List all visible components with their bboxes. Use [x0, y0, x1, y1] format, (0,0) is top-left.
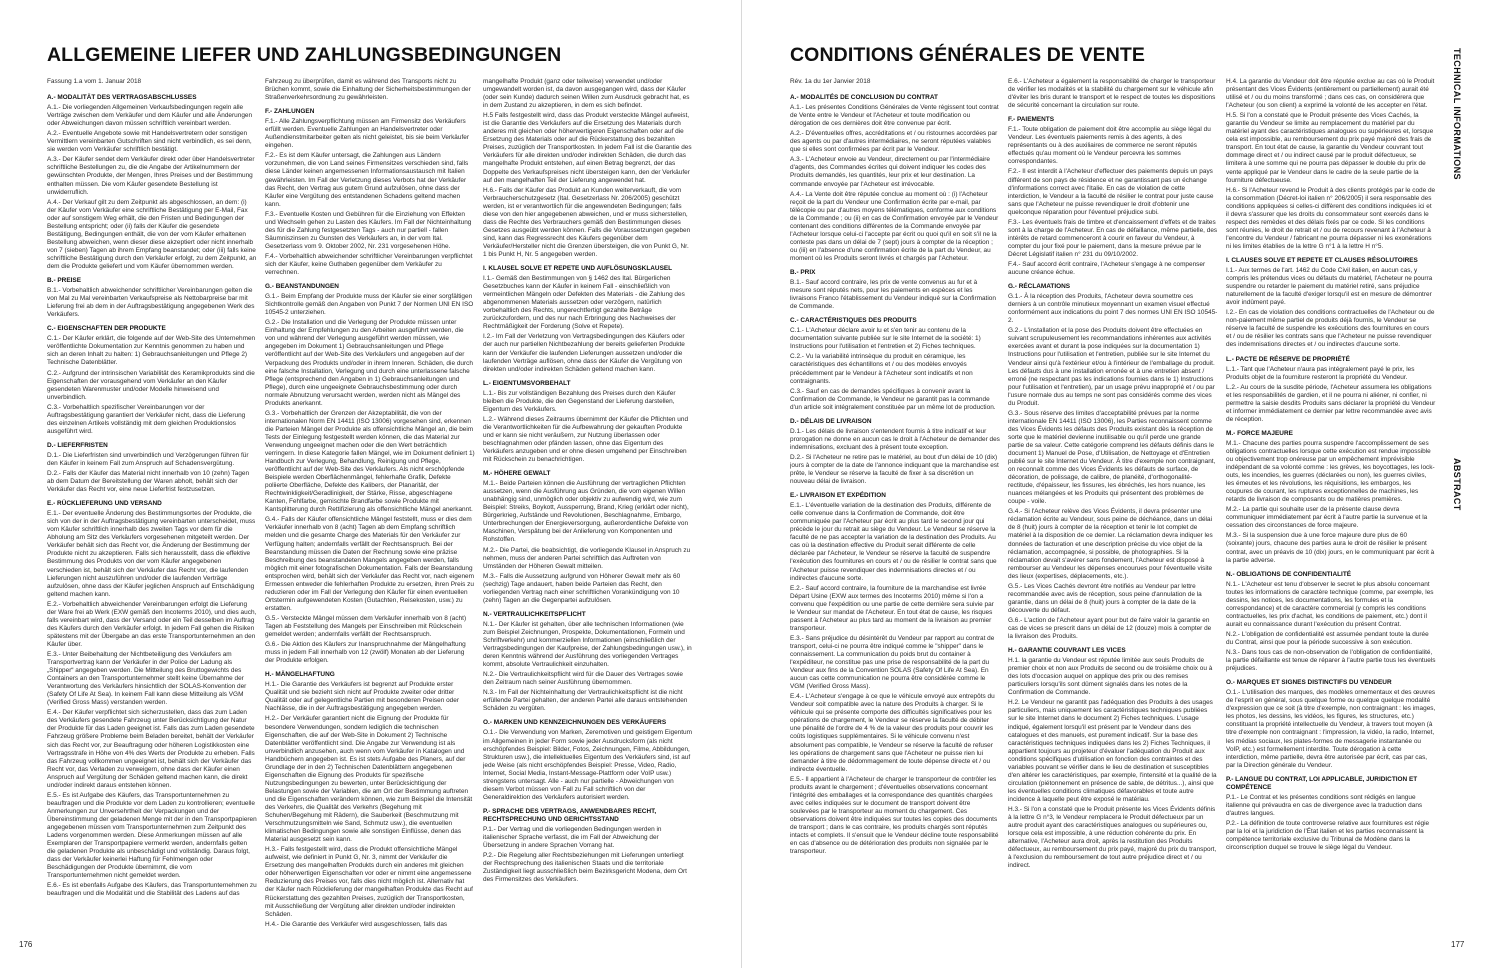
- section-heading: N.- OBLIGATIONS DE CONFIDENTIALITÉ: [1226, 570, 1352, 578]
- paragraph: A.3.- L'Acheteur envoie au Vendeur, directement ou par l'intermédiaire d'agents, des Commandes écrites qui doivent indiquer les codes des Produits demandés, les quantités, leur prix et leur destination. La commande envoyée par l'Acheteur est irrévocable.: [790, 156, 990, 188]
- side-label-abstract: ABSTRACT: [1452, 458, 1462, 511]
- section-heading: M.- HÖHERE GEWALT: [483, 470, 551, 478]
- section-heading: C.- CARACTÉRISTIQUES DES PRODUITS: [790, 317, 917, 325]
- section-heading: D.- LIEFERFRISTEN: [47, 441, 108, 449]
- paragraph: E.4.- L'Acheteur s'engage à ce que le véhicule envoyé aux entrepôts du Vendeur soit compatible avec la nature des Produits à charger. Si le véhicule qui se présente comporte des difficultés significatives pour les opérations de chargement, le Vendeur se réserve la faculté de débiter une pénalité de l'ordre de 4 % de la valeur des produits pour couvrir les coûts logistiques supplémentaires. Si le véhicule convenu n'est absolument pas compatible, le Vendeur se réserve la faculté de refuser les opérations de chargement sans que l'Acheteur ne puisse rien lui demander à titre de dédommagement de toute dépense directe et / ou indirecte éventuelle.: [790, 693, 995, 773]
- paragraph: H.2.- Der Verkäufer garantiert nicht die Eignung der Produkte für besondere Verwendungen, sondern lediglich die technischen Eigenschaften, die auf der Web-Site in Dokument 2) Technische Datenblätter veröffentlicht sind. Die Angabe zur Verwendung ist als unverbindlich anzusehen, auch wenn vom Verkäufer in Katalogen und Handbüchern angegeben ist. Es ist stets Aufgabe des Planers, auf der Grundlage der in den 2) Technischen Datenblättern angegebenen Eigenschaften die Eignung des Produkts für spezifische Nutzungsbedingungen zu bewerten, unter Berücksichtigung der Belastungen sowie der Variablen, die am Ort der Bestimmung auftreten und die Eigenschaften verändern können, wie zum Beispiel die Intensität des Verkehrs, die Qualität des Verkehrs (Begehung mit Schuhen/Begehung mit Rädern), die Sauberkeit (Beschmutzung mit Verschmutzungsmitteln wie Sand, Schmutz usw.), die eventuellen klimatischen Bedingungen sowie alle sonstigen Einflüsse, denen das Material ausgesetzt sein kann.: [265, 715, 473, 844]
- paragraph: M.1.- Beide Parteien können die Ausführung der vertraglichen Pflichten aussetzen, wenn die Ausführung aus Gründen, die vom eigenen Willen unabhängig sind, unmöglich oder objektiv zu aufwendig wird, wie zum Beispiel: Streiks, Boykott, Aussperrung, Brand, Krieg (erklärt oder nicht), Bürgerkrieg, Aufstände und Revolutionen, Beschlagnahme, Embargo, Unterbrechungen der Energieversorgung, außerordentliche Defekte von Maschinen, Verspätung bei der Anlieferung von Komponenten und Rohstoffen.: [483, 480, 689, 544]
- section-heading: D.- DÉLAIS DE LIVRAISON: [790, 417, 872, 425]
- paragraph: G.1.- Beim Empfang der Produkte muss der Käufer sie einer sorgfältigen Sichtkontrolle gemäß den Angaben von Punkt 7 der Normen UNI EN ISO 10545-2 unterziehen.: [265, 293, 474, 317]
- paragraph: L.2.- Au cours de la susdite période, l'Acheteur assumera les obligations et les responsabilités de gardien, et il ne pourra ni aliéner, ni confier, ni permettre la saisie desdits Produits sans déclarer la propriété du Vendeur et informer immédiatement ce dernier par lettre recommandée avec avis de réception.: [1226, 383, 1436, 423]
- paragraph: M.2.- Die Partei, die beabsichtigt, die vorliegende Klausel in Anspruch zu nehmen, muss der anderen Partei schriftlich das Auftreten von Umständen der Höheren Gewalt mitteilen.: [483, 546, 691, 570]
- paragraph: G.3.- Sous réserve des limites d'acceptabilité prévues par la norme internationale EN 14411 (ISO 13006), les Parties reconnaissent comme des Vices Évidents les défauts des Produits existant dès la réception de sorte que le matériel devienne inutilisable ou qu'il perde une grande partie de sa valeur. Cette catégorie comprend les défauts définis dans le document 1) Manuel de Pose, d'Utilisation, de Nettoyage et d'Entretien publié sur le site Internet du Vendeur. À titre d'exemple non contraignant, on reconnaît comme des Vices Évidents les défauts de surface, de décoration, de polissage, de calibre, de planéité, d'orthogonalité-rectitude, d'épaisseur, les fissures, les ébréchés, les hors nuance, les nuances mélangées et les Produits qui présentent des problèmes de coupe - voile.: [1008, 409, 1216, 506]
- paragraph: F.2.- Es ist dem Käufer untersagt, die Zahlungen aus Ländern vorzunehmen, die von Land seines Firmensitzes verschieden sind, falls diese Länder keinen angemessenen Informationsaustausch mit Italien gewährleisten. Im Fall der Verletzung dieses Verbots hat der Verkäufer das Recht, den Vertrag aus gutem Grund aufzulösen, ohne dass der Käufer eine Vergütung des entstandenen Schadens geltend machen kann.: [265, 152, 469, 208]
- paragraph: E.3.- Sans préjudice du désintérêt du Vendeur par rapport au contrat de transport, celui-ci ne pourra être indiqué comme le "shipper" dans le connaissement. La communication du poids brut du container à l'expéditeur, ne constitue pas une prise de responsabilité de la part du Vendeur aux fins de la Convention SOLAS (Safety Of Life At Sea). En aucun cas cette communication ne pourra être considérée comme le VGM (Verified Gross Mass).: [790, 634, 995, 691]
- section-heading: B.- PRIX: [790, 268, 816, 276]
- section-heading: P.- SPRACHE DES VERTRAGS, ANWENDBARES RECHT, RECHTSPRECHUNG UND GERICHTSSTAND: [483, 807, 657, 823]
- section-heading: H.- GARANTIE COUVRANT LES VICES: [1008, 647, 1126, 655]
- text-column-de-3: [483, 78, 693, 928]
- paragraph: I.2.- En cas de violation des conditions contractuelles de l'Acheteur ou de non-paiement même partiel de produits déjà fournis, le Vendeur se réserve la faculté de suspendre les exécutions des fournitures en cours et / ou de résilier les contrats sans que l'Acheteur ne puisse revendiquer des indemnisations directes et / ou indirectes d'aucune sorte.: [1226, 309, 1435, 349]
- section-heading: O.- MARKEN UND KENNZEICHNUNGEN DES VERKÄUFERS: [483, 719, 667, 727]
- page-title-de: ALLGEMEINE LIEFER UND ZAHLUNGSBEDINGUNGEN: [47, 44, 562, 66]
- paragraph: L.2.- Während dieses Zeitraums übernimmt der Käufer die Pflichten und die Verantwortlichkeiten für die Aufbewahrung der gekauften Produkte und er kann sie nicht veräußern, zur Nutzung überlassen oder beschlagnahmen oder pfänden lassen, ohne das Eigentum des Verkäufers anzugeben und er ohne diesen umgehend per Einschreiben mit Rückschein zu benachrichtigen.: [483, 415, 689, 464]
- paragraph: E.5.- Il appartient à l'Acheteur de charger le transporteur de contrôler les produits avant le chargement ; d'éventuelles observations concernant l'intégrité des emballages et la correspondance des quantités chargées avec celles indiquées sur le document de transport doivent être soulevées par le transporteur au moment du chargement. Ces observations doivent être indiquées sur toutes les copies des documents de transport ; dans le cas contraire, les produits chargés sont réputés intacts et complets. Il s'ensuit que le Vendeur décline toute responsabilité en cas d'absence ou de détérioration des produits non signalée par le transporteur.: [790, 775, 999, 856]
- section-heading: B.- PREISE: [47, 277, 81, 285]
- paragraph: H.2. Le Vendeur ne garantit pas l'adéquation des Produits à des usages particuliers, mais uniquement les caractéristiques techniques publiées sur le site Internet dans le document 2) Fiches techniques. L'usage indiqué, également lorsqu'il est présent par le Vendeur dans des catalogues et des manuels, est purement indicatif. Sur la base des caractéristiques techniques indiquées dans les 2) Fiches Techniques, il appartient toujours au projeteur d'évaluer l'adéquation du Produit aux conditions spécifiques d'utilisation en fonction des contraintes et des variables pouvant se vérifier dans le lieu de destination et susceptibles d'en altérer les caractéristiques, par exemple, l'intensité et la qualité de la circulation (piétonnement en présence de sable, de détritus...), ainsi que les éventuelles conditions climatiques défavorables et toute autre incidence à laquelle peut être exposé le matériau.: [1008, 699, 1217, 803]
- section-heading: L.- EIGENTUMSVORBEHALT: [483, 379, 571, 387]
- paragraph: E.1.- L'éventuelle variation de la destination des Produits, différente de celle convenue dans la Confirmation de Commande, doit être communiquée par l'Acheteur par écrit au plus tard le second jour qui précède le jour du retrait au siège du Vendeur. Le Vendeur se réserve la faculté de ne pas accepter la variation de la destination des Produits. Au cas où la destination effective du Produit serait différente de celle déclarée par l'Acheteur, le Vendeur se réserve la faculté de suspendre l'exécution des fournitures en cours et / ou de résilier le contrat sans que l'Acheteur puisse revendiquer des indemnisations directes et / ou indirectes d'aucune sorte.: [790, 502, 997, 582]
- page-title-fr: CONDITIONS GÉNÉRALES DE VENTE: [790, 44, 1146, 66]
- section-heading: P.- LANGUE DU CONTRAT, LOI APPLICABLE, JURIDICTION ET COMPÉTENCE: [1226, 775, 1418, 791]
- section-heading: F.- ZAHLUNGEN: [265, 108, 315, 116]
- text-column-de-2: [265, 78, 475, 928]
- paragraph: N.1.- Der Käufer ist gehalten, über alle technischen Informationen (wie zum Beispiel Zeichnungen, Prospekte, Dokumentationen, Formeln und Schriftverkehr) und kommerziellen Informationen (einschließlich der Vertragsbedingungen der Kaufpreise, der Zahlungsbedingungen usw.), in deren Kenntnis während der Ausführung des vorliegenden Vertrages kommt, absolute Vertraulichkeit einzuhalten.: [483, 620, 692, 669]
- paragraph: B.1.- Vorbehaltlich abweichender schriftlicher Vereinbarungen gelten die von Mal zu Mal vereinbarten Verkaufspreise als Nettobarpreise bar mit Lieferung frei ab dem in der Auftragsbestätigung angegebenen Werk des Verkäufers.: [47, 287, 255, 319]
- paragraph: F.4.- Sauf accord écrit contraire, l'Acheteur s'engage à ne compenser aucune créance échue.: [1008, 260, 1206, 277]
- paragraph: F.1.- Alle Zahlungsverpflichtung müssen am Firmensitz des Verkäufers erfüllt werden. Eventuelle Zahlungen an Handelsvertreter oder Außendienstmitarbeiter gelten als nicht geleistet, bis sie beim Verkäufer eingehen.: [265, 118, 469, 150]
- paragraph: P.2.- La définition de toute controverse relative aux fournitures est régie par la loi et la juridiction de l'État italien et les parties reconnaissent la compétence territoriale exclusive du Tribunal de Modène dans la circonscription duquel se trouve le siège légal du Vendeur.: [1226, 819, 1430, 852]
- paragraph: O.1.- L'utilisation des marques, des modèles ornementaux et des œuvres de l'esprit en général, sous quelque forme ou quelque quelque modalité d'expression que ce soit (à titre d'exemple, non contraignant : les images, les photos, les dessins, les vidéos, les figures, les structures, etc.) constituant la propriété intellectuelle du Vendeur, à travers tout moyen (à titre d'exemple non contraignant : l'impression, la vidéo, la radio, Internet, les médias sociaux, les plates-formes de messagerie instantanée ou VoIP, etc.) est formellement interdite. Toute dérogation à cette interdiction, même partielle, devra être autorisée par écrit, cas par cas, par la Direction générale du Vendeur.: [1226, 689, 1436, 769]
- paragraph: D.2.- Si l'Acheteur ne retire pas le matériel, au bout d'un délai de 10 (dix) jours à compter de la date de l'annonce indiquant que la marchandise est prête, le Vendeur se réserve la faculté de fixer à sa discrétion un nouveau délai de livraison.: [790, 453, 999, 486]
- paragraph: A.4.- La Vente doit être réputée conclue au moment où : (i) l'Acheteur reçoit de la part du Vendeur une Confirmation écrite par e-mail, par télécopie ou par d'autres moyens télématiques, conforme aux conditions de la Commande ; ou (ii) en cas de Confirmation envoyée par le Vendeur contenant des conditions différentes de la Commande envoyée par l'Acheteur lorsque celui-ci l'accepte par écrit ou quoi qu'il en soit s'il ne la conteste pas dans un délai de 7 (sept) jours à compter de la réception ; ou (iii) en l'absence d'une confirmation écrite de la part du Vendeur, au moment où les Produits seront livrés et chargés par l'Acheteur.: [790, 190, 999, 262]
- paragraph: L.1.- Tant que l'Acheteur n'aura pas intégralement payé le prix, les Produits objet de la fourniture resteront la propriété du Vendeur.: [1226, 365, 1415, 381]
- paragraph: M.1.- Chacune des parties pourra suspendre l'accomplissement de ses obligations contractuelles lorsque cette exécution est rendue impossible ou objectivement trop onéreuse par un empêchement imprévisible indépendant de sa volonté comme : les grèves, les boycottages, les lock-outs, les incendies, les guerres (déclarées ou non), les guerres civiles, les émeutes et les révolutions, les réquisitions, les embargos, les coupures de courant, les ruptures exceptionnelles de machines, les retards de livraison de composants ou de matières premières.: [1226, 439, 1435, 504]
- paragraph: A.3.- Der Käufer sendet dem Verkäufer direkt oder über Handelsvertreter schriftliche Bestellungen zu, die die Angabe der Artikelnummern der gewünschten Produkte, der Mengen, Ihres Preises und der Bestimmung enthalten müssen. Die vom Käufer gesendete Bestellung ist unwiderruflich.: [47, 156, 255, 196]
- paragraph: D.2.- Falls der Käufer das Material nicht innerhalb von 10 (zehn) Tagen ab dem Datum der Bereitstellung der Waren abholt, behält sich der Verkäufer das Recht vor, eine neue Lieferfrist festzusetzen.: [47, 470, 250, 494]
- paragraph: E.1.- Der eventuelle Änderung des Bestimmungsortes der Produkte, die sich von der in der Auftragsbestätigung vereinbarten unterscheidet, muss vom Käufer schriftlich innerhalb des zweiten Tags vor dem für die Abholung am Sitz des Verkäufers vorgesehenen mitgeteilt werden. Der Verkäufer behält sich das Recht vor, die Änderung der Bestimmung der Produkte nicht zu akzeptieren. Falls sich herausstellt, dass die effektive Bestimmung des Produkts von der vom Käufer angegebenen verschieden ist, behält sich der Verkäufer das Recht vor, die laufenden Lieferungen nicht auszuführen und/oder die laufenden Verträge aufzulösen, ohne dass der Käufer jeglichen Anspruch auf Entschädigung geltend machen kann.: [47, 510, 256, 598]
- paragraph: A.4.- Der Verkauf gilt zu dem Zeitpunkt als abgeschlossen, an dem: (i) der Käufer vom Verkäufer eine schriftliche Bestätigung per E-Mail, Fax oder auf sonstigem Weg erhält, die den Fristen und Bedingungen der Bestellung entspricht; oder (ii) falls der Käufer die gesendete Bestätigung, Bedingungen enthält, die von der vom Käufer erhaltenen Bestellung abweichen, wenn dieser diese akzeptiert oder nicht innerhalb von 7 (sieben) Tagen ab ihrem Empfang beanstandet; oder (iii) falls keine schriftliche Bestätigung durch den Verkäufer erfolgt, zu dem Zeitpunkt, an dem die Produkte geliefert und vom Käufer übernommen werden.: [47, 198, 257, 270]
- paragraph: P.1.- Der Vertrag und die vorliegenden Bedingungen werden in italienischer Sprache verfasst, die im Fall der Abweichung der Übersetzung in andere Sprachen Vorrang hat.: [483, 825, 662, 850]
- paragraph: E.6.- Es ist ebenfalls Aufgabe des Käufers, das Transportunternehmen zu beauftragen und die Modalität und die Stabilität des Ladens auf das: [47, 882, 257, 898]
- paragraph: I.1.- Aux termes de l'art. 1462 du Code Civil italien, en aucun cas, y compris les prétendus vices ou défauts du matériel, l'Acheteur ne pourra suspendre ou retarder le paiement du matériel retiré, sans préjudice naturellement de la faculté d'exiger lorsqu'il est en mesure de démontrer avoir indûment payé.: [1226, 267, 1433, 307]
- section-heading: A.- MODALITÉS DE CONCLUSION DU CONTRAT: [790, 94, 938, 102]
- paragraph: H.3.- Falls festgestellt wird, dass die Produkt offensichtliche Mängel aufweist, wie definiert in Punkt G, Nr. 3, nimmt der Verkäufer die Ersetzung des mangelhaften Produkts durch ein anderes mit gleichen oder höherwertigen Eigenschaften vor oder er nimmt eine angemessene Reduzierung des Preises vor, falls dies nicht möglich ist. Alternativ hat der Käufer nach Rücklieferung der mangelhaften Produkte das Recht auf Rückerstattung des gezahlten Preises, zuzüglich der Transportkosten, mit Ausschließung der Vergütung aller direkten und/oder indirekten Schäden.: [265, 846, 473, 918]
- paragraph: H.6.- Falls der Käufer das Produkt an Kunden weiterverkauft, die vom Verbraucherschutzgesetz (Ital. Gesetzerlass Nr. 206/2005) geschützt werden, ist er verantwortlich für die angewendeten Bedingungen; falls diese von den hier angegebenen abweichen, und er muss sicherstellen, dass die Rechte des Verbrauchers gemäß den Bestimmungen dieses Gesetzes ausgeübt werden können. Falls die Voraussetzungen gegeben sind, kann das Regressrecht des Käufers gegenüber dem Verkäufer/Hersteller nicht die Grenzen übersteigen, die von Punkt G, Nr. 1 bis Punkt H, Nr. 5 angegeben werden.: [483, 186, 691, 258]
- section-heading: L.- PACTE DE RÉSERVE DE PROPRIÉTÉ: [1226, 355, 1350, 363]
- paragraph: E.2.- Vorbehaltlich abweichender Vereinbarungen erfolgt die Lieferung der Ware frei ab Werk (EXW gemäß den Incoterms 2010), und dies auch, falls vereinbart wird, dass der Versand oder ein Teil desselben im Auftrag des Käufers durch den Verkäufer erfolgt. In jedem Fall gehen die Risiken spätestens mit der Übergabe an das erste Transportunternehmen an den Käufer über.: [47, 600, 257, 648]
- paragraph: D.1.- Die Lieferfristen sind unverbindlich und Verzögerungen führen für den Käufer in keinem Fall zum Anspruch auf Schadensvergütung.: [47, 451, 249, 467]
- section-heading: G.- BEANSTANDUNGEN: [265, 283, 339, 291]
- paragraph: Fassung 1.a vom 1. Januar 2018: [47, 78, 142, 85]
- paragraph: E.5.- Es ist Aufgabe des Käufers, das Transportunternehmen zu beauftragen und die Produkte vor dem Laden zu kontrollieren; eventuelle Anmerkungen zur Unversehrtheit der Verpackungen und der Übereinstimmung der geladenen Menge mit der in den Transportpapieren angegebenen müssen vom Transportunternehmen zum Zeitpunkt des Ladens vorgenommen werden. Diese Anmerkungen müssen auf alle Exemplaren der Transportpapiere vermerkt werden, andernfalls gelten die geladenen Produkte als unbeschädigt und vollständig. Daraus folgt, dass der Verkäufer keinerlei Haftung für Fehlmengen oder Beschädigungen der Produkte übernimmt, die vom Transportunternehmen nicht gemeldet werden.: [47, 791, 257, 880]
- paragraph: E.2.- Sauf accord contraire, la fourniture de la marchandise est livrée Départ Usine (EXW aux termes des Incoterms 2010) même si l'on a convenu que l'expédition ou une partie de cette dernière sera suivie par le Vendeur sur mandat de l'Acheteur. En tout état de cause, les risques passent à l'Acheteur au plus tard au moment de la livraison au premier transporteur.: [790, 584, 994, 632]
- paragraph: F.3.- Les éventuels frais de timbre et d'encaissement d'effets et de traites sont à la charge de l'Acheteur. En cas de défaillance, même partielle, des intérêts de retard commenceront à courir en faveur du Vendeur, à compter du jour fixé pour le paiement, dans la mesure prévue par le Décret Législatif italien n° 231 du 09/10/2002.: [1008, 218, 1218, 258]
- paragraph: E.6.- L'Acheteur a également la responsabilité de charger le transporteur de vérifier les modalités et la stabilité du chargement sur le véhicule afin d'éviter les bris durant le transport et le respect de toutes les dispositions de sécurité concernant la circulation sur route.: [1008, 78, 1216, 110]
- paragraph: A.1.- Die vorliegenden Allgemeinen Verkaufsbedingungen regeln alle Verträge zwischen dem Verkäufer und dem Käufer und alle Änderungen oder Abweichungen davon müssen schriftlich vereinbart werden.: [47, 104, 253, 128]
- paragraph: F.4.- Vorbehaltlich abweichender schriftlicher Vereinbarungen verpflichtet sich der Käufer, keine Guthaben gegenüber dem Verkäufer zu verrechnen.: [265, 252, 473, 277]
- paragraph: C.3.- Vorbehaltlich spezifischer Vereinbarungen vor der Auftragsbestätigung garantiert der Verkäufer nicht, dass die Lieferung des einzelnen Artikels vollständig mit dem gleichen Produktionslos ausgeführt wird.: [47, 403, 246, 435]
- paragraph: G.2.- Die Installation und die Verlegung der Produkte müssen unter Einhaltung der Empfehlungen zu den Arbeiten ausgeführt werden, die von und während der Verlegung ausgeführt werden müssen, wie angegeben im Dokument 1) Gebrauchsanleitungen und Pflege veröffentlicht auf der Web-Site des Verkäufers und angegeben auf der Verpackung des Produkts und/oder in ihrem Inneren. Schäden, die durch eine falsche Installation, Verlegung und durch eine unterlassene falsche Pflege (entsprechend den Angaben in 1) Gebrauchsanleitungen und Pflege), durch eine ungeeignete Gebrauchsbestimmung oder durch normale Abnutzung verursacht werden, werden nicht als Mängel des Produkts anerkannt.: [265, 319, 473, 407]
- section-heading: N.- VERTRAULICHKEITSPFLICHT: [483, 610, 586, 618]
- paragraph: C.1.- L'Acheteur déclare avoir lu et s'en tenir au contenu de la documentation suivante publiée sur le site Internet de la société: 1) Instructions pour l'utilisation et l'entretien et 2) Fiches techniques.: [790, 327, 981, 351]
- paragraph: C.3.- Sauf en cas de demandes spécifiques à convenir avant la Confirmation de Commande, le Vendeur ne garantit pas la commande d'un article soit intégralement constituée par un même lot de production.: [790, 387, 996, 411]
- paragraph: E.3.- Unter Beibehaltung der Nichtbeteiligung des Verkäufers am Transportvertrag kann der Verkäufer in der Police der Ladung als „Shipper“ angegeben werden. Die Mitteilung des Bruttogewichts des Containers an den Transportunternehmer stellt keine Übernahme der Verantwortung des Verkäufers hinsichtlich der SOLAS-Konvention der (Safety Of Life At Sea). In keinem Fall kann diese Mitteilung als VGM (Verified Gross Mass) verstanden werden.: [47, 651, 247, 707]
- paragraph: G.1.- À la réception des Produits, l'Acheteur devra soumettre ces derniers à un contrôle minutieux moyennant un examen visuel effectué conformément aux indications du point 7 des normes UNI EN ISO 10545-2.: [1008, 293, 1218, 325]
- paragraph: F.3.- Eventuelle Kosten und Gebühren für die Einziehung von Effekten und Wechseln gehen zu Lasten des Käufers. Im Fall der Nichteinhaltung des für die Zahlung festgesetzten Tags - auch nur partiell - fallen Säumniszinsen zu Gunsten des Verkäufers an, in der vom Ital. Gesetzerlass vom 9. Oktober 2002, Nr. 231 vorgesehenen Höhe.: [265, 210, 472, 250]
- paragraph: H.1.- Die Garantie des Verkäufers ist begrenzt auf Produkte erster Qualität und sie bezieht sich nicht auf Produkte zweiter oder dritter Qualität oder auf gelegentliche Partien mit besonderen Preisen oder Nachlässe, die in der Auftragsbestätigung angegeben werden.: [265, 681, 459, 713]
- paragraph: H.4.- Die Garantie des Verkäufer wird ausgeschlossen, falls das: [265, 920, 448, 928]
- paragraph: A.2.- Eventuelle Angebote sowie mit Handelsvertretern oder sonstigen Vermittlern vereinbarten Gutschriften sind nicht verbindlich, es sei denn, sie werden vom Verkäufer schriftlich bestätigt.: [47, 130, 252, 154]
- paragraph: F.2.- Il est interdit à l'Acheteur d'effectuer des paiements depuis un pays différent de son pays de résidence et ne garantissant pas un échange d'informations correct avec l'Italie. En cas de violation de cette interdiction, le Vendeur a la faculté de résilier le contrat pour juste cause sans que l'Acheteur ne puisse revendiquer le droit d'obtenir une quelconque réparation pour l'éventuel préjudice subi.: [1008, 168, 1214, 216]
- paragraph: A.2.- D'éventuelles offres, accréditations et / ou ristournes accordées par des agents ou par d'autres intermédiaires, ne seront réputées valables que si elles sont confirmées par écrit par le Vendeur.: [790, 130, 998, 154]
- paragraph: H.3.- Si l'on a constaté que le Produit présente les Vices Évidents définis à la lettre G n°3, le Vendeur remplacera le Produit défectueux par un autre produit ayant des caractéristiques analogues ou supérieures ou, lorsque cela est impossible, à une réduction cohérente du prix. En alternative, l'Acheteur aura droit, après la restitution des Produits défectueux, au remboursement du prix payé, majoré du prix du transport, à l'exclusion du remboursement de tout autre préjudice direct et / ou indirect.: [1008, 805, 1217, 870]
- paragraph: I.1.- Gemäß den Bestimmungen von § 1462 des Ital. Bürgerlichen Gesetzbuches kann der Käufer in keinem Fall - einschließlich von vermeintlichen Mängeln oder Defekten des Materials - die Zahlung des abgenommenen Materials aussetzen oder verzögern, natürlich vorbehaltlich des Rechts, ungerechtfertigt gezahlte Beträge zurückzufordern, und des nur nach Erbringung des Nachweises der Rechtmäßigkeit der Forderung (Solve et Repete).: [483, 275, 685, 331]
- paragraph: G.5.- Les Vices Cachés devront être notifiés au Vendeur par lettre recommandée avec avis de réception, sous peine d'annulation de la garantie, dans un délai de 8 (huit) jours à compter de la date de la découverte du défaut.: [1008, 582, 1202, 614]
- paragraph: N.3.- Im Fall der Nichteinhaltung der Vertraulichkeitspflicht ist die nicht erfüllende Partei gehalten, der anderen Partei alle daraus entstehenden Schäden zu vergüten.: [483, 689, 688, 713]
- paragraph: N.2.- Die Vertraulichkeitspflicht wird für die Dauer des Vertrages sowie den Zeitraum nach seiner Ausführung übernommen.: [483, 671, 684, 687]
- paragraph: M.2.- La partie qui souhaite user de la présente clause devra communiquer immédiatement par écrit à l'autre partie la survenue et la cessation des circonstances de force majeure.: [1226, 506, 1428, 530]
- paragraph: O.1.- Die Verwendung von Marken, Zeremotiven und geistigem Eigentum im Allgemeinen in jeder Form sowie jeder Ausdrucksform (als nicht erschöpfendes Beispiel: Bilder, Fotos, Zeichnungen, Filme, Abbildungen, Strukturen usw.), die intellektuelles Eigentum des Verkäufers sind, ist auf jede Weise (als nicht erschöpfendes Beispiel: Presse, Video, Radio, Internet, Social Media, Instant-Message-Plattform oder VoIP usw.) strengstens untersagt. Alle - auch nur partielle - Abweichungen von diesem Verbot müssen von Fall zu Fall schriftlich von der Generaldirektion des Verkäufers autorisiert werden.: [483, 729, 692, 801]
- text-column-fr-1: [790, 78, 1000, 928]
- paragraph: Fahrzeug zu überprüfen, damit es während des Transports nicht zu Brüchen kommt, sowie die Einhaltung der Sicherheitsbestimmungen der Straßenverkehrsordnung zu gewährleisten.: [265, 78, 471, 102]
- paragraph: G.3.- Vorbehaltlich der Grenzen der Akzeptabilität, die von der internationalen Norm EN 14411 (ISO 13006) vorgesehen sind, erkennen die Parteien Mängel der Produkte als offensichtliche Mängel an, die beim Tests der Einlegung festgestellt werden können, die das Material zur Verwendung ungeeignet machen oder die den Wert beträchtlich verringern. In diese Kategorie fallen Mängel, wie im Dokument definiert 1) Handbuch zur Verlegung, Behandlung, Reinigung und Pflege, veröffentlicht auf der Web-Site des Verkäufers. Als nicht erschöpfende Beispiele werden Oberflächenmängel, fehlerhafte Grafik, Defekte poliierte Oberfläche, Defekte des Kalibers, der Planarität, der Rechtwinkligkeit/Geradlinigkeit, der Stärke, Risse, abgeschlagene Kanten, Fehlfarbe, gemischte Brandfarbe sowie Produkte mit Kantsplitterung durch Rettifizierung als offensichtliche Mängel anerkannt.: [265, 409, 475, 514]
- left-page: [0, 0, 742, 968]
- paragraph: C.1.- Der Käufer erklärt, die folgende auf der Web-Site des Unternehmen veröffentlichte Dokumentation zur Kenntnis genommen zu haben und sich an deren Inhalt zu halten: 1) Gebrauchsanleitungen und Pflege 2) Technische Datenblätter.: [47, 335, 256, 367]
- section-heading: O.- MARQUES ET SIGNES DISTINCTIFS DU VENDEUR: [1226, 679, 1392, 687]
- section-heading: A.- MODALITÄT DES VERTRAGSABSCHLUSSES: [47, 94, 197, 102]
- text-column-fr-2: [1008, 78, 1218, 928]
- section-heading: E.- RÜCKLIEFERUNG UND VERSAND: [47, 500, 162, 508]
- paragraph: Rév. 1a du 1er Janvier 2018: [790, 78, 871, 85]
- text-column-fr-3: [1226, 78, 1436, 928]
- section-heading: C.- EIGENSCHAFTEN DER PRODUKTE: [47, 325, 166, 333]
- paragraph: G.2.- L'installation et la pose des Produits doivent être effectuées en suivant scrupuleusement les recommandations inhérentes aux activités exercées avant et durant la pose indiquées sur la documentation 1) Instructions pour l'utilisation et l'entretien, publiée sur le site Internet du Vendeur ainsi qu'à l'extérieur et/ou à l'intérieur de l'emballage du produit. Les défauts dus à une installation erronée et à une entretien absent / erroné (ne respectant pas les indications fournies dans le 1) Instructions pour l'utilisation et l'entretien), par un usage prévu inapproprié et / ou par l'usure normale dus au temps ne sont pas considérés comme des vices du Produit.: [1008, 327, 1215, 407]
- section-heading: E.- LIVRAISON ET EXPÉDITION: [790, 492, 886, 500]
- page-number-left: 176: [19, 940, 33, 949]
- paragraph: P.2.- Die Regelung aller Rechtsbeziehungen mit Lieferungen unterliegt der Rechtsprechung des italienischen Staats und die territoriale Zuständigkeit liegt ausschließlich beim Bezirksgericht Modena, dem Ort des Firmensitzes des Verkäufers.: [483, 852, 687, 884]
- paragraph: I.2.- Im Fall der Verletzung von Vertragsbedingungen des Käufers oder der auch nur partiellen Nichtbezahlung der bereits gelieferten Produkte kann der Verkäufer die laufenden Lieferungen aussetzen und/oder die laufenden Verträge auflösen, ohne dass der Käufer die Vergütung von direkten und/oder indirekten Schäden geltend machen kann.: [483, 333, 685, 373]
- paragraph: H.1. la garantie du Vendeur est réputée limitée aux seuls Produits de premier choix et non aux Produits de second ou de troisième choix ou à des lots d'occasion auquel on applique des prix ou des remises particuliers lorsqu'ils sont dûment signalés dans les notes de la Confirmation de Commande.: [1008, 657, 1213, 697]
- right-page: [742, 0, 1485, 968]
- paragraph: D.1.- Les délais de livraison s'entendent fournis à titre indicatif et leur prorogation ne donne en aucun cas le droit à l'Acheteur de demander des indemnisations, excluant des à présent toute exception.: [790, 427, 1000, 451]
- section-heading: M.- FORCE MAJEURE: [1226, 429, 1293, 437]
- paragraph: M.3.- Si la suspension due à une force majeure dure plus de 60 (soixante) jours, chacune des parties aura le droit de résilier le présent contrat, avec un préavis de 10 (dix) jours, en le communiquant par écrit à la partie adverse.: [1226, 532, 1435, 564]
- paragraph: N.1.- L'Acheteur est tenu d'observer le secret le plus absolu concernant toutes les informations de caractère technique (comme, par exemple, les dessins, les notices, les documentations, les formules et la correspondance) et de caractère commercial (y compris les conditions contractuelles, les prix d'achat, les conditions de paiement, etc.) dont il aurait eu connaissance durant l'exécution du présent Contrat.: [1226, 580, 1434, 628]
- text-column-de-1: [47, 78, 257, 928]
- paragraph: H.5 Falls festgestellt wird, dass das Produkt versteckte Mängel aufweist, ist die Garantie des Verkäufers auf die Ersetzung des Materials durch anderes mit gleichen oder höherwertigeren Eigenschaften oder auf die Ersetzung des Materials oder auf die Rückerstattung des bezahlten Preises, zuzüglich der Transportkosten. In jedem Fall ist die Garantie des Verkäufers für alle direkten und/oder indirekten Schäden, die durch das mangelhafte Produkt entstehen, auf einen Betrag begrenzt, der das Doppelte des Verkaufspreises nicht übersteigen kann, den der Verkäufer auf den mangelhaften Teil der Lieferung angewendet hat.: [483, 112, 692, 184]
- paragraph: L.1.- Bis zur vollständigen Bezahlung des Preises durch den Käufer bleiben die Produkte, die den Gegenstand der Lieferung darstellen, Eigentum des Verkäufers.: [483, 389, 676, 413]
- section-heading: G.- RÉCLAMATIONS: [1008, 283, 1071, 291]
- paragraph: G.6.- Die Aktion des Käufers zur Inanspruchnahme der Mängelhaftung muss in jedem Fall innerhalb von 12 (zwölf) Monaten ab der Lieferung der Produkte erfolgen.: [265, 641, 466, 665]
- section-heading: F.- PAIEMENTS: [1008, 116, 1055, 124]
- page-number-right: 177: [1451, 940, 1465, 949]
- paragraph: M.3.- Falls die Aussetzung aufgrund von Höherer Gewalt mehr als 60 (sechzig) Tage andauert, haben beide Parteien das Recht, den vorliegenden Vertrag nach einer schriftlichen Vorankündigung von 10 (zehn) Tagen an die Gegenpartei aufzulösen.: [483, 572, 681, 604]
- paragraph: E.4.- Der Käufer verpflichtet sich sicherzustellen, dass das zum Laden des Verkäufers gesendete Fahrzeug unter Berücksichtigung der Natur der Produkte für das Laden geeignet ist. Falls das zum Laden gesendete Fahrzeug größere Probleme beim Beladen bereitet, behält der Verkäufer sich das Recht vor, zur Beauftragung oder höheren Logistikkosten eine Vertragsstrafe in Höhe von 4% des Werts der Produkte zu erheben. Falls das Fahrzeug vollkommen ungeeignet ist, behält sich der Verkäufer das Recht vor, das Verladen zu verweigern, ohne dass der Käufer einen Anspruch auf Vergütung der Schäden geltend machen kann, die direkt und/oder indirekt daraus entstehen können.: [47, 709, 255, 789]
- paragraph: H.4. La garantie du Vendeur doit être réputée exclue au cas où le Produit présentant des Vices Évidents (entièrement ou partiellement) aurait été utilisé et / ou du moins transformé ; dans ces cas, on considérera que l'Acheteur (ou son client) a exprimé la volonté de les accepter en l'état.: [1226, 78, 1435, 110]
- paragraph: N.3.- Dans tous cas de non-observation de l'obligation de confidentialité, la partie défaillante est tenue de réparer à l'autre partie tous les éventuels préjudices.: [1226, 649, 1436, 673]
- paragraph: A.1.- Les présentes Conditions Générales de Vente régissent tout contrat de Vente entre le Vendeur et l'Acheteur et toute modification ou dérogation de ces dernières doit être convenue par écrit.: [790, 104, 999, 128]
- paragraph: G.6.- L'action de l'Acheteur ayant pour but de faire valoir la garantie en cas de vices se prescrit dans un délai de 12 (douze) mois à compter de la livraison des Produits.: [1008, 616, 1212, 641]
- paragraph: mangelhafte Produkt (ganz oder teilweise) verwendet und/oder umgewandelt worden ist, da davon ausgegangen wird, dass der Käufer (oder sein Kunde) dadurch seinen Willen zum Ausdruck gebracht hat, es in dem Zustand zu akzeptieren, in dem es sich befindet.: [483, 78, 690, 110]
- section-heading: H.- MÄNGELHAFTUNG: [265, 671, 335, 679]
- paragraph: F.1.- Toute obligation de paiement doit être accomplie au siège légal du Vendeur. Les éventuels paiements remis à des agents, à des représentants ou à des auxiliaires de commerce ne seront réputés effectués qu'au moment où le Vendeur percevra les sommes correspondantes.: [1008, 126, 1211, 166]
- paragraph: C.2.- Vu la variabilité intrinsèque du produit en céramique, les caractéristiques des échantillons et / ou des modèles envoyés précédemment par le Vendeur à l'Acheteur sont indicatifs et non contraignants.: [790, 353, 973, 385]
- paragraph: G.5.- Versteckte Mängel müssen dem Verkäufer innerhalb von 8 (acht) Tagen ab Feststellung des Mangels per Einschreiben mit Rückschein gemeldet werden; andernfalls verfällt der Rechtsanspruch.: [265, 614, 467, 639]
- paragraph: H.5. Si l'on a constaté que le Produit présente des Vices Cachés, la garantie du Vendeur se limite au remplacement du matériel par du matériel ayant des caractéristiques analogues ou supérieures et, lorsque cela est impossible, au remboursement du prix payé majoré des frais de transport. En tout état de cause, la garantie du Vendeur couvrant tout dommage direct et / ou indirect causé par le produit défectueux, se limitera à une somme qui ne pourra pas dépasser le double du prix de vente appliqué par le Vendeur dans le cadre de la seule partie de la fourniture défectueuse.: [1226, 112, 1434, 184]
- paragraph: C.2.- Aufgrund der intrinsischen Variabilität des Keramikprodukts sind die Eigenschaften der vorausgehend vom Verkäufer an den Käufer gesendeten Warenmuster und/oder Modelle hinweisend und unverbindlich.: [47, 369, 255, 401]
- paragraph: H.6.- Si l'Acheteur revend le Produit à des clients protégés par le code de la consommation (Décret-loi italien n° 206/2005) il sera responsable des conditions appliquées si celles-ci diffèrent des conditions indiquées ici et il devra s'assurer que les droits du consommateur sont exercés dans le respect des remèdes et des délais fixés par ce code. Si les conditions sont réunies, le droit de retrait et / ou de recours revenant à l'Acheteur à l'encontre du Vendeur / fabricant ne pourra dépasser ni les exonérations ni les limites établies de la lettre G n°1 à la lettre H n°5.: [1226, 186, 1436, 250]
- paragraph: G.4.- Falls der Käufer offensichtliche Mängel feststellt, muss er dies dem Verkäufer innerhalb von 8 (acht) Tagen ab dem Empfang schriftlich melden und die gesamte Charge des Materials für den Verkäufer zur Verfügung halten; andernfalls verfällt der Rechtsanspruch. Bei der Beanstandung müssen die Daten der Rechnung sowie eine präzise Beschreibung des beanstandeten Mangels angegeben werden, falls möglich mit einer fotografischen Dokumentation. Falls der Beanstandung entsprochen wird, behält sich der Verkäufer das Recht vor, nach eigenem Ermessen entweder die fehlerhaften Produkte zu ersetzen, ihren Preis zu reduzieren oder im Fall der Verlegung den Käufer für einen eventuellen Ortstermin aufgewendeten Kosten (Gutachten, Reisekosten, usw.) zu erstatten.: [265, 516, 474, 612]
- section-heading: I. KLAUSEL SOLVE ET REPETE UND AUFLÖSUNGSKLAUSEL: [483, 265, 673, 273]
- side-label-technical-informations: TECHNICAL INFORMATIONS: [1452, 48, 1462, 180]
- paragraph: P.1.- Le Contrat et les présentes conditions sont rédigés en langue italienne qui prévaudra en cas de divergence avec la traduction dans d'autres langues.: [1226, 793, 1423, 817]
- paragraph: B.1.- Sauf accord contraire, les prix de vente convenus au fur et à mesure sont réputés nets, pour les paiements en espèces et les livraisons Franco l'établissement du Vendeur indiqué sur la Confirmation de Commande.: [790, 279, 996, 311]
- paragraph: N.2.- L'obligation de confidentialité est assumée pendant toute la durée du Contrat, ainsi que pour la période successive à son exécution.: [1226, 630, 1429, 646]
- paragraph: G.4.- Si l'Acheteur relève des Vices Évidents, il devra présenter une réclamation écrite au Vendeur, sous peine de déchéance, dans un délai de 8 (huit) jours à compter de la réception et tenir le lot complet de matériel à la disposition de ce dernier. La réclamation devra indiquer les données de facturation et une description précise du vice objet de la réclamation, accompagnée, si possible, de photographies. Si la réclamation devait s'avérer sans fondement, l'Acheteur est disposé à rembourser au Vendeur les dépenses encourues pour l'éventuelle visite des lieux (expertises, déplacements, etc.).: [1008, 508, 1213, 580]
- section-heading: I. CLAUSES SOLVE ET REPETE ET CLAUSES RÉSOLUTOIRES: [1226, 256, 1418, 264]
